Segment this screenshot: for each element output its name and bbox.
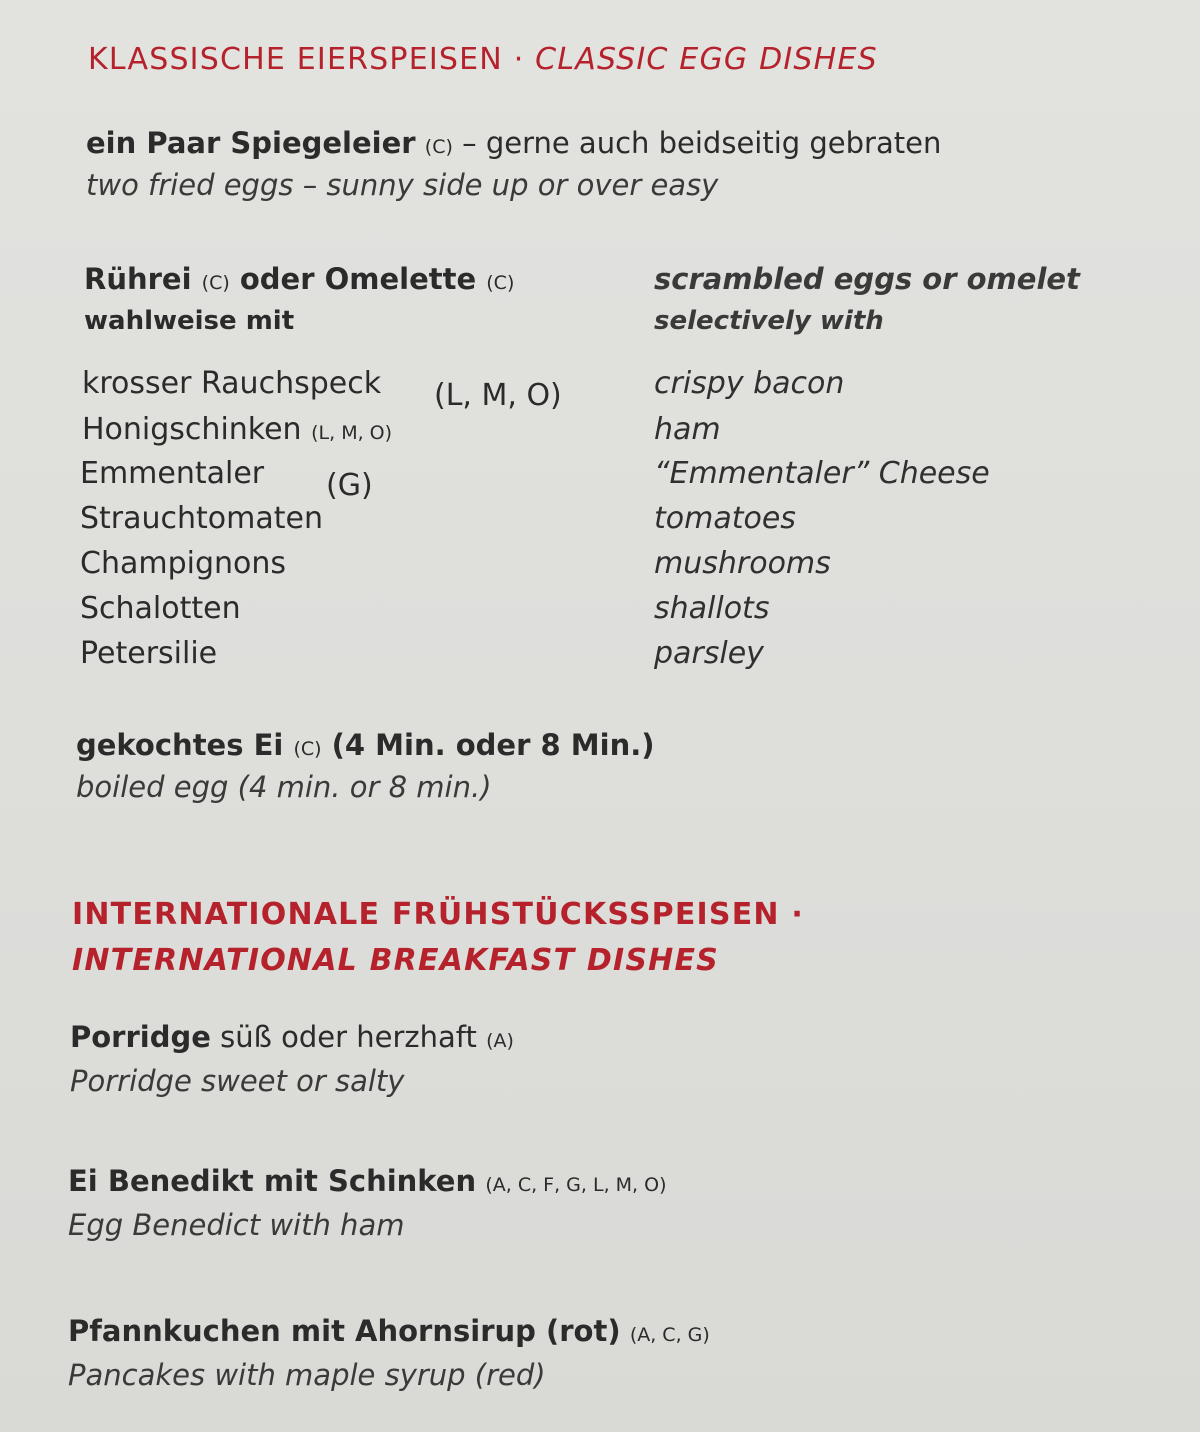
porridge-allergens: (A) <box>486 1030 514 1052</box>
pancakes-item <box>68 1314 710 1392</box>
boiled-egg-name: gekochtes Ei <box>76 728 284 762</box>
option-de: Strauchtomaten <box>80 501 324 536</box>
boiled-egg-item <box>76 728 654 804</box>
option-row <box>80 591 241 626</box>
egg-section-title <box>88 42 878 77</box>
option-en: ham <box>654 412 721 447</box>
intl-section-title-en: INTERNATIONAL BREAKFAST DISHES <box>72 943 719 978</box>
scrambled-name-en: scrambled eggs or omelet <box>654 262 1080 296</box>
fried-eggs-name: ein Paar Spiegeleier <box>86 126 416 160</box>
option-allergens: (L, M, O) <box>434 378 562 413</box>
option-en: crispy bacon <box>654 366 845 401</box>
option-allergens: (G) <box>326 468 373 503</box>
porridge-en: Porridge sweet or salty <box>70 1064 405 1098</box>
porridge-item <box>70 1020 514 1098</box>
option-en: mushrooms <box>654 546 831 581</box>
fried-eggs-desc: – gerne auch beidseitig gebraten <box>452 126 942 160</box>
option-de: Honigschinken <box>82 412 302 447</box>
option-row <box>80 456 264 491</box>
option-en: shallots <box>654 591 770 626</box>
scrambled-option-en: selectively with <box>654 306 884 336</box>
benedict-name: Ei Benedikt mit Schinken <box>68 1164 477 1198</box>
intl-section-title-de: INTERNATIONALE FRÜHSTÜCKSSPEISEN · <box>72 897 804 932</box>
omelette-name: oder Omelette <box>239 262 477 296</box>
boiled-egg-allergens: (C) <box>293 738 322 760</box>
option-en: “Emmentaler” Cheese <box>654 456 990 491</box>
option-allergens: (L, M, O) <box>311 422 393 444</box>
option-de: Emmentaler <box>80 456 265 491</box>
boiled-egg-time: (4 Min. oder 8 Min.) <box>331 728 655 762</box>
porridge-name: Porridge <box>70 1020 211 1054</box>
fried-eggs-allergens: (C) <box>424 136 453 158</box>
benedict-en: Egg Benedict with ham <box>68 1208 405 1242</box>
option-de: Petersilie <box>80 636 218 671</box>
boiled-egg-time-en: (4 min. or 8 min.) <box>228 770 492 804</box>
benedict-item <box>68 1164 667 1242</box>
option-de: Champignons <box>80 546 287 581</box>
option-row <box>80 501 323 536</box>
option-en: parsley <box>654 636 764 671</box>
option-de: Schalotten <box>80 591 241 626</box>
omelette-allergens: (C) <box>486 272 515 294</box>
pancakes-name: Pfannkuchen mit Ahornsirup (rot) <box>68 1314 621 1348</box>
option-de: krosser Rauchspeck <box>82 366 382 401</box>
intl-section-title <box>72 892 804 984</box>
pancakes-en: Pancakes with maple syrup (red) <box>68 1358 546 1392</box>
egg-section-title-de: KLASSISCHE EIERSPEISEN <box>88 42 503 77</box>
scrambled-option-de: wahlweise mit <box>84 306 295 336</box>
title-separator: · <box>502 42 536 77</box>
option-row <box>82 412 392 447</box>
pancakes-allergens: (A, C, G) <box>629 1324 710 1346</box>
scrambled-allergens: (C) <box>201 272 230 294</box>
porridge-desc: süß oder herzhaft <box>210 1020 477 1054</box>
scrambled-item-de <box>84 262 514 336</box>
fried-eggs-desc-en: – sunny side up or over easy <box>293 168 719 202</box>
option-en: tomatoes <box>654 501 796 536</box>
option-row <box>80 636 217 671</box>
option-row <box>80 546 286 581</box>
fried-eggs-item <box>86 126 941 202</box>
scrambled-name: Rührei <box>84 262 192 296</box>
benedict-allergens: (A, C, F, G, L, M, O) <box>485 1174 667 1196</box>
egg-section-title-en: CLASSIC EGG DISHES <box>535 42 878 77</box>
fried-eggs-name-en: two fried eggs <box>86 168 294 202</box>
scrambled-item-en <box>654 262 1080 336</box>
boiled-egg-name-en: boiled egg <box>76 770 229 804</box>
option-row <box>82 366 381 401</box>
